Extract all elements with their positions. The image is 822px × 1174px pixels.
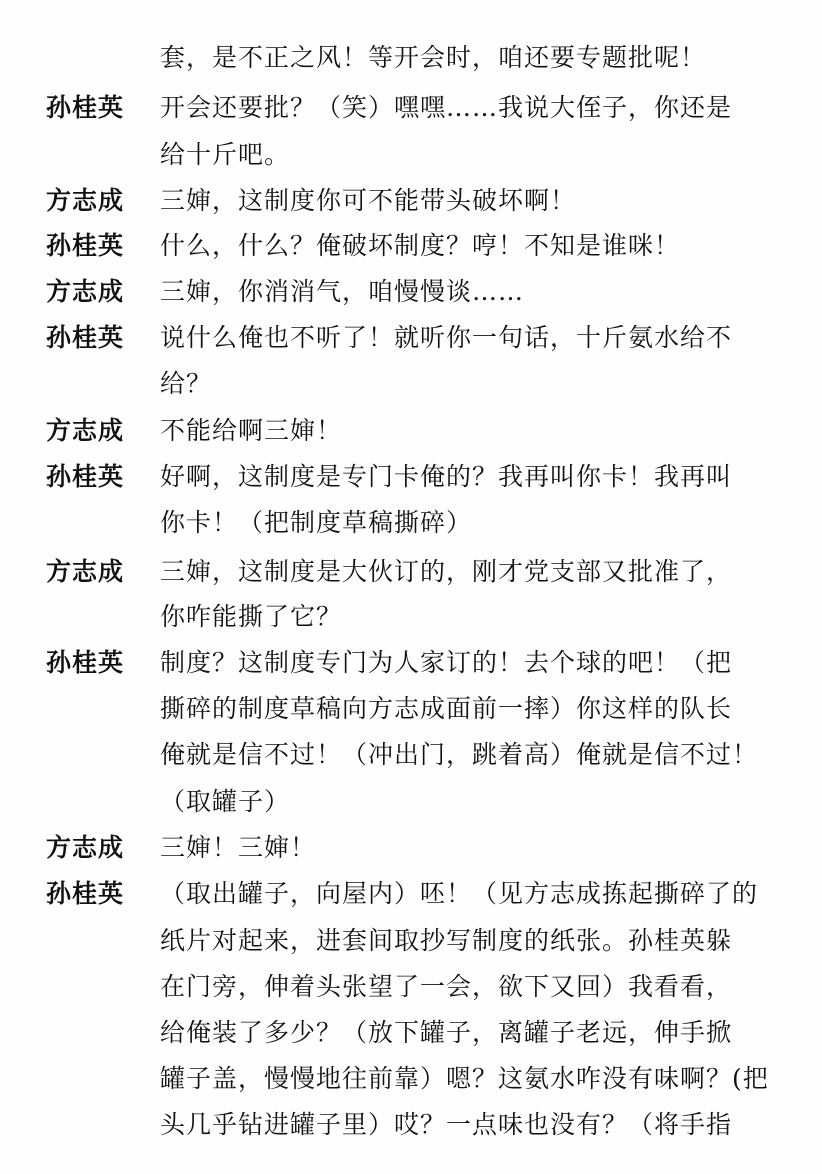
dialogue-text-line: 三婶！三婶！ bbox=[160, 833, 317, 862]
dialogue-text-line: 你卡！（把制度草稿撕碎） bbox=[160, 508, 473, 537]
dialogue-text-line: 开会还要批？（笑）嘿嘿……我说大侄子，你还是 bbox=[160, 93, 733, 122]
dialogue-text-line: 三婶，你消消气，咱慢慢谈…… bbox=[160, 277, 525, 306]
dialogue-text-line: 好啊，这制度是专门卡俺的？我再叫你卡！我再叫 bbox=[160, 462, 733, 491]
dialogue-text-line: 纸片对起来，进套间取抄写制度的纸张。孙桂英躲 bbox=[160, 926, 733, 955]
dialogue-text-line: 什么，什么？俺破坏制度？哼！不知是谁咪！ bbox=[160, 231, 681, 260]
dialogue-text-line: 不能给啊三婶！ bbox=[160, 416, 343, 445]
dialogue-text-line: 给十斤吧。 bbox=[160, 140, 291, 169]
speaker-name: 方志成 bbox=[46, 186, 125, 215]
dialogue-text-line: 撕碎的制度草稿向方志成面前一摔）你这样的队长 bbox=[160, 694, 733, 723]
dialogue-text-line: 你咋能撕了它？ bbox=[160, 602, 343, 631]
speaker-name: 方志成 bbox=[46, 416, 125, 445]
dialogue-text-line: （取罐子） bbox=[160, 787, 291, 816]
dialogue-text-line: 三婶，这制度你可不能带头破坏啊！ bbox=[160, 186, 577, 215]
dialogue-text-line: 头几乎钻进罐子里）哎？一点味也没有？（将手指 bbox=[160, 1110, 733, 1139]
speaker-name: 方志成 bbox=[46, 557, 125, 586]
speaker-name: 孙桂英 bbox=[46, 93, 125, 122]
speaker-name: 孙桂英 bbox=[46, 648, 125, 677]
speaker-name: 方志成 bbox=[46, 833, 125, 862]
dialogue-text-line: 俺就是信不过！（冲出门，跳着高）俺就是信不过！ bbox=[160, 740, 759, 769]
speaker-name: 孙桂英 bbox=[46, 323, 125, 352]
speaker-name: 孙桂英 bbox=[46, 879, 125, 908]
dialogue-text-line: （取出罐子，向屋内）呸！（见方志成拣起撕碎了的 bbox=[160, 879, 759, 908]
dialogue-text-line: 罐子盖，慢慢地往前靠）嗯？这氨水咋没有味啊？(把 bbox=[160, 1064, 769, 1093]
dialogue-text-line: 给俺装了多少？（放下罐子，离罐子老远，伸手掀 bbox=[160, 1018, 733, 1047]
speaker-name: 方志成 bbox=[46, 277, 125, 306]
dialogue-text-line: 制度？这制度专门为人家订的！去个球的吧！（把 bbox=[160, 648, 733, 677]
dialogue-text-line: 三婶，这制度是大伙订的，刚才党支部又批准了， bbox=[160, 557, 733, 586]
speaker-name: 孙桂英 bbox=[46, 462, 125, 491]
dialogue-text-line: 在门旁，伸着头张望了一会，欲下又回）我看看， bbox=[160, 972, 733, 1001]
speaker-name: 孙桂英 bbox=[46, 231, 125, 260]
dialogue-text-line: 说什么俺也不听了！就听你一句话，十斤氨水给不 bbox=[160, 323, 733, 352]
dialogue-text-line: 给？ bbox=[160, 369, 213, 398]
dialogue-text-line: 套，是不正之风！等开会时，咱还要专题批呢！ bbox=[160, 43, 707, 72]
